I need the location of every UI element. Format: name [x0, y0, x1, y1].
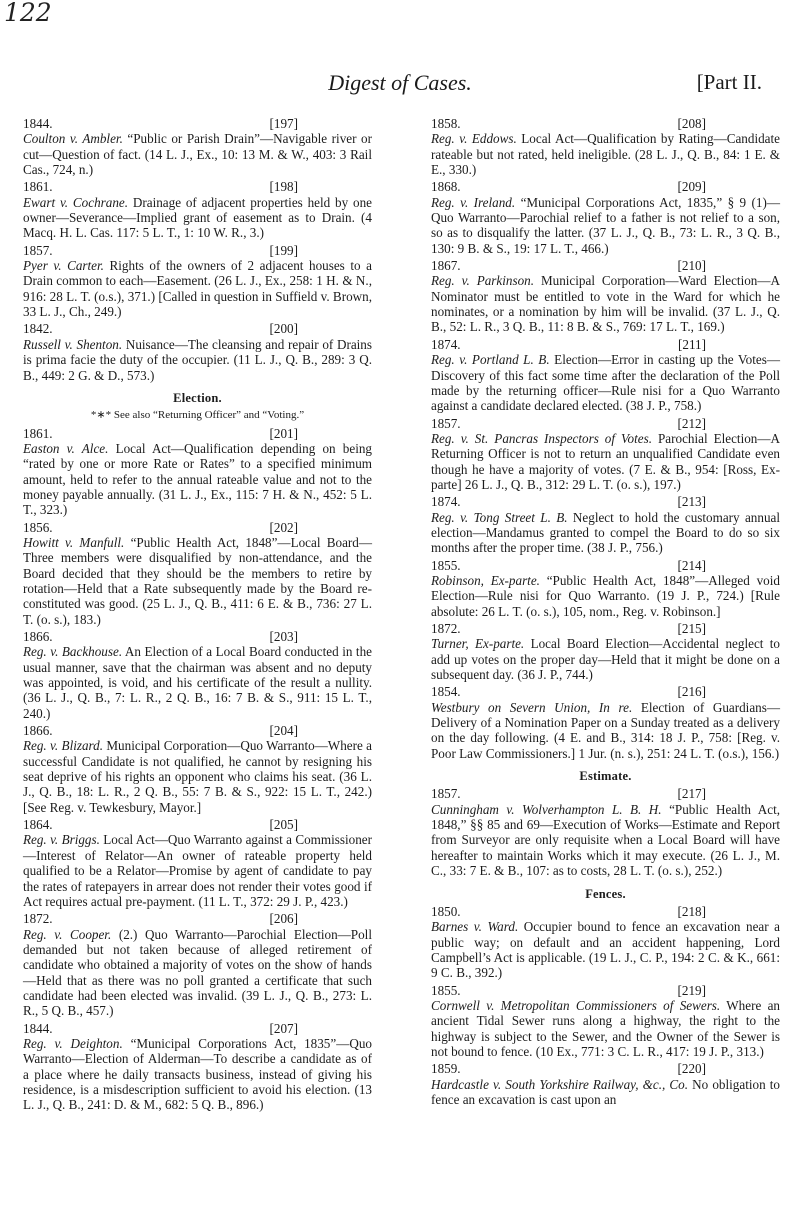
entry-body [431, 700, 780, 761]
right-column [431, 116, 780, 1109]
case-entry [23, 321, 372, 382]
entry-year: 1861. [23, 179, 53, 195]
case-summary: “Municipal Corporations Act, 1835,” § 9 (1)—Quo Warranto—Parochial relief to a father is not relief to a son, so as to disqualify the latter. (37 L. J., Q. B., 73: L. R., 3 Q. B., 130: 9 B. & S., 19: 17 L. T., 466.) [431, 194, 780, 256]
case-summary: “Public Health Act, 1848”—Alleged void Election—Rule nisi for Quo Warranto. (19 J. P., 724.) [Rule absolute: 26 L. T. (o. s.), 105, nom., Reg. v. Robinson.] [431, 572, 780, 619]
entry-number: [210] [677, 258, 706, 274]
entry-year: 1844. [23, 116, 53, 131]
entry-header [23, 1021, 372, 1036]
case-name: Ewart v. Cochrane. [23, 194, 129, 210]
entry-number: [218] [677, 903, 706, 919]
case-summary: Election—Error in casting up the Votes—Discovery of this fact some time after the declaration of the Poll made by the returning officer—Rule nisi for a Quo Warranto against a candidate declared elected. (38 J. P., 758.) [431, 352, 780, 414]
entry-body [23, 337, 372, 383]
entry-header [23, 426, 372, 441]
entry-year: 1842. [23, 321, 53, 337]
entry-year: 1850. [431, 903, 461, 919]
case-entry [23, 1021, 372, 1113]
entry-number: [206] [269, 911, 298, 927]
entry-header [23, 629, 372, 644]
case-name: Reg. v. Backhouse. [23, 644, 123, 660]
case-summary: (2.) Quo Warranto—Parochial Election—Poll demanded but not taken because of alleged retirement of candidate who obtained a majority of votes on the show of hands—Held that as there was no poll granted a certificate that such candidate had been elected was invalid. (39 L. J., Q. B., 273: L. R., 5 Q. B., 457.) [23, 926, 372, 1019]
entry-number: [212] [677, 415, 706, 431]
case-name: Coulton v. Ambler. [23, 131, 123, 147]
entry-number: [200] [269, 321, 298, 337]
case-name: Reg. v. Deighton. [23, 1035, 123, 1051]
case-entry [23, 723, 372, 815]
case-name: Reg. v. Parkinson. [431, 273, 535, 289]
entry-year: 1854. [431, 684, 461, 700]
entry-body [431, 802, 780, 879]
entry-body [23, 441, 372, 518]
entry-body [23, 258, 372, 319]
case-summary: “Public Health Act, 1848”—Local Board—Three members were disqualified by non-attendance, and the Board decided that they should be the members to retire by rotation—Held that a Rate subsequently made by the Board re-constituted was good. (25 L. J., Q. B., 411: 6 E. & B., 736: 27 L. T. (o. s.), 183.) [23, 534, 372, 627]
case-summary: “Public Health Act, 1848,” §§ 85 and 69—Execution of Works—Estimate and Report from Surveyor are only requisite when a Local Board will have hereafter to maintain Works which it may execute. (26 L. J., M. C., 33: 7 E. & B., 107: as to costs, 28 L. T. (o. s.), 252.) [431, 801, 781, 879]
entry-number: [207] [269, 1020, 298, 1036]
entry-year: 1861. [23, 425, 53, 441]
entry-number: [216] [677, 684, 706, 700]
case-summary: Local Act—Qualification depending on being “rated by one or more Rate or Rates” to a specified minimum amount, held to refer to the annual rateable value and not to the money payable annually. (31 L. J., Ex., 115: 7 H. & N., 452: 5 L. T., 323.) [23, 440, 372, 518]
entry-year: 1868. [431, 179, 461, 195]
entry-number: [214] [677, 557, 706, 573]
entry-body [431, 510, 780, 556]
section-heading: Fences. [585, 886, 626, 901]
entry-header [23, 911, 372, 926]
entry-body [431, 352, 780, 413]
entry-year: 1857. [23, 242, 53, 258]
entry-number: [213] [677, 494, 706, 510]
case-entry [431, 337, 780, 414]
case-name: Easton v. Alce. [23, 440, 109, 456]
entry-header [431, 983, 780, 998]
page-number: 122 [4, 0, 52, 27]
entry-number: [220] [677, 1061, 706, 1077]
entry-header [23, 817, 372, 832]
entry-header [431, 904, 780, 919]
case-entry [431, 179, 780, 256]
case-summary: Occupier bound to fence an excavation near a public way; on default and an accident happening, Lord Campbell’s Act is applicable. (19 L. J., C. P., 194: 2 C. & K., 661: 9 C. B., 392.) [431, 919, 780, 981]
case-summary: Where an ancient Tidal Sewer runs along a highway, the right to the highway is subject to the Sewer, and the Owner of the Sewer is not bound to fence. (10 Ex., 771: 3 C. L. R., 417: 19 J. P., 313.) [431, 997, 780, 1059]
case-entry [23, 629, 372, 721]
entry-number: [202] [269, 519, 298, 535]
entry-year: 1856. [23, 519, 53, 535]
entry-year: 1855. [431, 557, 461, 573]
entry-body [431, 273, 780, 334]
running-header [0, 70, 800, 96]
case-entry [431, 494, 780, 555]
entry-number: [208] [677, 116, 706, 131]
entry-header [431, 337, 780, 352]
entry-body [23, 1036, 372, 1113]
case-summary: Municipal Corporation—Ward Election—A Nominator must be entitled to vote in the Ward for which he nominates, or a nomination by him will be invalid. (37 L. J., Q. B., 52: L. R., 3 Q. B., 11: 8 B. & S., 769: 17 L. T., 169.) [431, 273, 780, 335]
entry-number: [201] [269, 425, 298, 441]
entry-header [431, 621, 780, 636]
case-entry [23, 817, 372, 909]
case-entry [431, 904, 780, 981]
entry-number: [217] [677, 786, 706, 802]
case-name: Reg. v. Briggs. [23, 832, 100, 848]
entry-header [431, 116, 780, 131]
entry-header [23, 116, 372, 131]
case-summary: Rights of the owners of 2 adjacent houses to a Drain common to each—Easement. (26 L. J., Ex., 258: 1 H. & N., 916: 28 L. T. (o.s.), 371.) [Called in question in Suffield v. Brown, 33 L. J., Ch., 249.) [23, 258, 372, 320]
entry-body [23, 927, 372, 1019]
case-entry [431, 558, 780, 619]
case-name: Reg. v. Blizard. [23, 738, 104, 754]
case-summary: Drainage of adjacent properties held by one owner—Severance—Implied grant of easement as to Drain. (4 Macq. H. L. Cas. 117: 5 L. T., 1: 10 W. R., 3.) [23, 194, 372, 241]
case-entry [431, 684, 780, 761]
entry-year: 1844. [23, 1020, 53, 1036]
case-name: Reg. v. Eddows. [431, 131, 517, 147]
entry-body [431, 131, 780, 177]
entry-header [431, 786, 780, 801]
case-name: Reg. v. St. Pancras Inspectors of Votes. [431, 430, 652, 446]
case-name: Turner, Ex-parte. [431, 636, 525, 652]
entry-year: 1874. [431, 494, 461, 510]
case-summary: Local Act—Quo Warranto against a Commissioner—Interest of Relator—An owner of rateable property held qualified to be a Relator—Promise by agent of candidate to pay the rates of ratepayers in arrear does not render their votes good if Act requires actual pre-payment. (11 L. T., 372: 29 J. P., 423.) [23, 832, 372, 909]
case-entry [23, 243, 372, 320]
entry-year: 1864. [23, 817, 53, 833]
part-label: [Part II. [696, 70, 762, 94]
entry-number: [205] [269, 817, 298, 833]
case-summary: No obligation to fence an excavation is cast upon an [431, 1076, 780, 1107]
page-title: Digest of Cases. [328, 70, 472, 95]
case-summary: Election of Guardians—Delivery of a Nomination Paper on a Sunday treated as a delivery on the day following. (4 E. and B., 314: 18 J. P., 758: [Reg. v. Poor Law Commissioners.] 1 Jur. (n. s.), 251: 24 L. T. (o.s.), 156.) [431, 699, 780, 761]
case-summary: An Election of a Local Board conducted in the usual manner, save that the chairman was absent and no deputy was appointed, is void, and his certificate of the result a nullity. (36 L. J., Q. B., 7: L. R., 2 Q. B., 16: 7 B. & S., 911: 15 L. T., 240.) [23, 644, 372, 721]
entry-body [431, 573, 780, 619]
entry-body [431, 1077, 780, 1108]
case-entry [23, 911, 372, 1018]
entry-body [23, 195, 372, 241]
case-summary: Local Board Election—Accidental neglect to add up votes on the proper day—Held that it might be done on a subsequent day. (36 J. P., 744.) [431, 636, 780, 683]
entry-body [23, 644, 372, 721]
case-entry [431, 983, 780, 1060]
entry-header [23, 179, 372, 194]
entry-header [23, 520, 372, 535]
case-summary: Parochial Election—A Returning Officer is not to return an unqualified Candidate even though he have a majority of votes. (7 E. & B., 954: [Ross, Ex-parte] 26 L. J., Q. B., 312: 29 L. T. (o. s.), 197.) [431, 430, 780, 492]
entry-body [431, 195, 780, 256]
entry-body [23, 832, 372, 909]
case-entry [431, 258, 780, 335]
entry-year: 1872. [431, 621, 461, 636]
section-heading: Election. [173, 390, 222, 405]
case-name: Pyer v. Carter. [23, 258, 104, 274]
entry-body [431, 636, 780, 682]
case-summary: Municipal Corporation—Quo Warranto—Where a successful Candidate is not qualified, he cannot by resigning his seat deprive of his rights an opponent who claims his seat. (36 L. J., Q. B., 18: L. R., 2 Q. B., 55: 7 B. & S., 922: 15 L. T., 242.) [See Reg. v. Tewkesbury, Mayor.] [23, 738, 372, 815]
entry-header [23, 723, 372, 738]
entry-number: [211] [678, 336, 706, 352]
entry-body [23, 738, 372, 815]
entry-header [431, 179, 780, 194]
entry-body [23, 131, 372, 177]
case-summary: “Public or Parish Drain”—Navigable river or cut—Question of fact. (14 L. J., Ex., 10: 13 M. & W., 403: 3 Rail Cas., 724, n.) [23, 131, 372, 178]
entry-header [23, 321, 372, 336]
case-entry [23, 116, 372, 177]
entry-year: 1866. [23, 723, 53, 739]
case-name: Reg. v. Ireland. [431, 194, 516, 210]
see-also-note: *∗* See also “Returning Officer” and “Voting.” [90, 409, 305, 422]
case-name: Russell v. Shenton. [23, 336, 123, 352]
entry-year: 1855. [431, 982, 461, 998]
entry-header [431, 684, 780, 699]
entry-number: [215] [677, 621, 706, 636]
case-entry [431, 1061, 780, 1107]
entry-number: [209] [677, 179, 706, 195]
case-entry [23, 520, 372, 627]
case-summary: Neglect to hold the customary annual election—Mandamus granted to compel the Board to do so six months after the proper time. (38 J. P., 756.) [431, 509, 780, 556]
case-name: Westbury on Severn Union, In re. [431, 699, 633, 715]
case-name: Howitt v. Manfull. [23, 534, 125, 550]
entry-number: [204] [269, 723, 298, 739]
entry-header [23, 243, 372, 258]
case-summary: Local Act—Qualification by Rating—Candidate rateable but not rated, held ineligible. (28 L. J., Q. B., 84: 1 E. & E., 330.) [431, 131, 780, 178]
case-name: Reg. v. Cooper. [23, 926, 112, 942]
entry-year: 1874. [431, 336, 461, 352]
entry-body [23, 535, 372, 627]
entry-header [431, 494, 780, 509]
case-entry [431, 416, 780, 493]
case-entry [23, 179, 372, 240]
entry-number: [199] [269, 242, 298, 258]
entry-year: 1872. [23, 911, 53, 927]
entry-year: 1859. [431, 1061, 461, 1077]
entry-body [431, 998, 780, 1059]
entry-year: 1857. [431, 415, 461, 431]
case-name: Cunningham v. Wolverhampton L. B. H. [431, 801, 662, 817]
entry-header [431, 558, 780, 573]
case-name: Robinson, Ex-parte. [431, 572, 540, 588]
entry-number: [203] [269, 629, 298, 644]
entry-body [431, 431, 780, 492]
entry-number: [198] [269, 179, 298, 195]
entry-year: 1866. [23, 629, 53, 644]
case-entry [431, 116, 780, 177]
entry-header [431, 1061, 780, 1076]
section-heading: Estimate. [579, 769, 632, 784]
case-name: Cornwell v. Metropolitan Commissioners of Sewers. [431, 997, 721, 1013]
left-column [23, 116, 372, 1115]
entry-header [431, 258, 780, 273]
entry-year: 1857. [431, 786, 461, 802]
case-entry [23, 426, 372, 518]
case-summary: Nuisance—The cleansing and repair of Drains is prima facie the duty of the occupier. (11 L. J., Q. B., 289: 3 Q. B., 449: 2 G. & D., 573.) [23, 336, 372, 383]
entry-year: 1858. [431, 116, 461, 131]
entry-year: 1867. [431, 258, 461, 274]
case-name: Hardcastle v. South Yorkshire Railway, &c., Co. [431, 1076, 689, 1092]
case-summary: “Municipal Corporations Act, 1835”—Quo Warranto—Election of Alderman—To describe a candidate as of a place where he daily transacts business, instead of giving his residence, is a misdescription sufficient to avoid his election. (13 L. J., Q. B., 241: D. & M., 682: 5 Q. B., 896.) [23, 1035, 372, 1113]
case-name: Reg. v. Tong Street L. B. [431, 509, 568, 525]
entry-number: [219] [677, 982, 706, 998]
entry-number: [197] [269, 116, 298, 131]
case-entry [431, 786, 780, 878]
case-entry [431, 621, 780, 682]
case-name: Reg. v. Portland L. B. [431, 352, 550, 368]
entry-body [431, 919, 780, 980]
entry-header [431, 416, 780, 431]
case-name: Barnes v. Ward. [431, 919, 519, 935]
